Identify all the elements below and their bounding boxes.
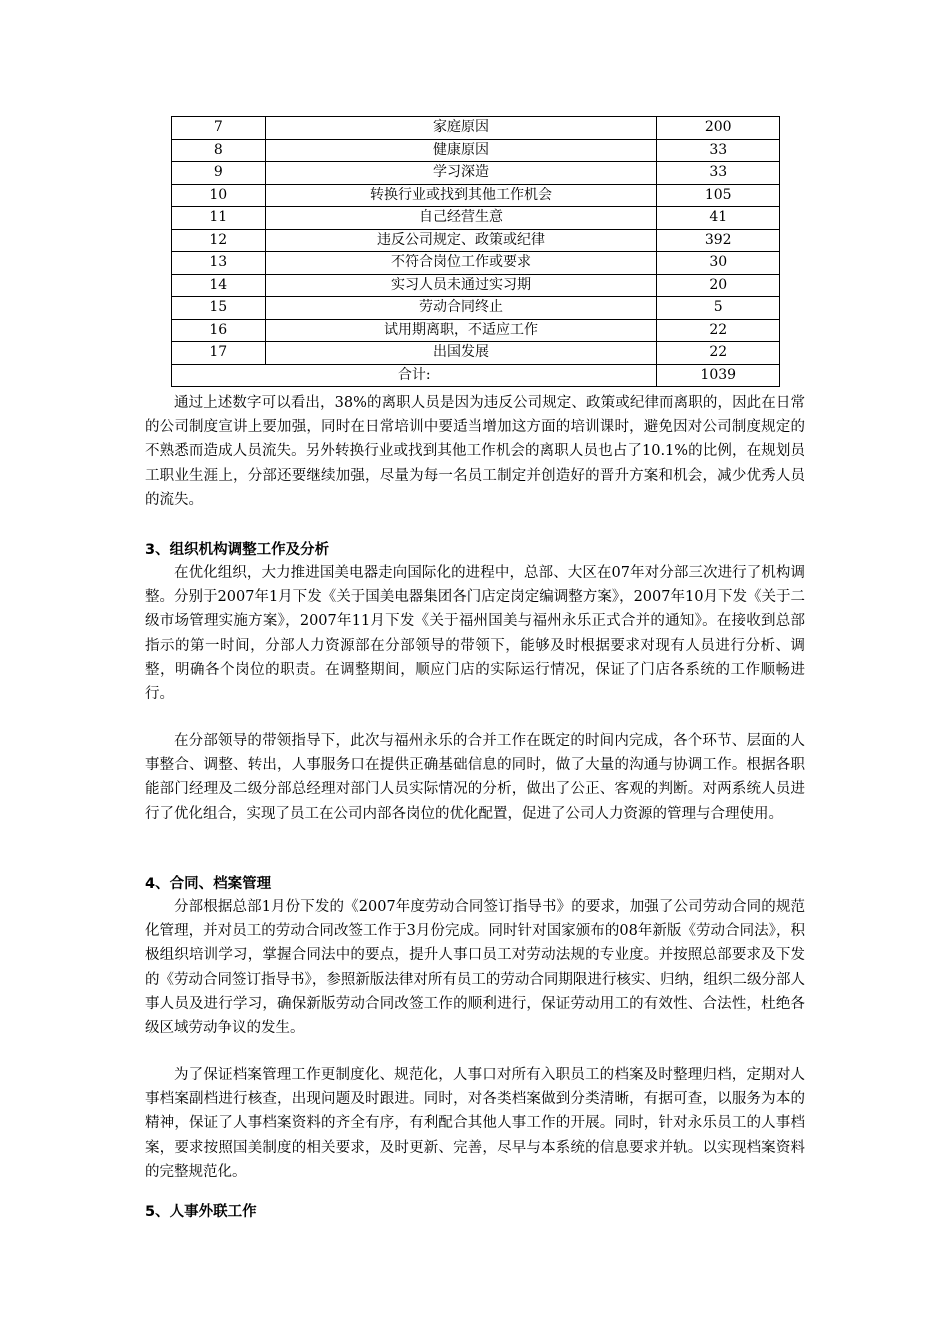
count-cell: 41: [657, 207, 780, 230]
table-row: [172, 139, 780, 162]
total-value-cell: 1039: [657, 364, 780, 387]
section-3-paragraph-1: 在优化组织，大力推进国美电器走向国际化的进程中，总部、大区在07年对分部三次进行了机构调整。分别于2007年1月下发《关于国美电器集团各门店定岗定编调整方案》，2007年10月下发《关于二级市场管理实施方案》，2007年11月下发《关于福州国美与福州永乐正式合并的通知》。在接收到总部指示的第一时间，分部人力资源部在分部领导的带领下，能够及时根据要求对现有人员进行分析、调整，明确各个岗位的职责。在调整期间，顺应门店的实际运行情况，保证了门店各系统的工作顺畅进行。: [145, 565, 805, 703]
section-4-heading: 4、合同、档案管理: [145, 876, 272, 892]
count-cell: 22: [657, 319, 780, 342]
reason-cell: 出国发展: [265, 342, 657, 365]
count-cell: 33: [657, 162, 780, 185]
table-row: [172, 117, 780, 140]
reason-cell: 劳动合同终止: [265, 297, 657, 320]
reason-cell: 违反公司规定、政策或纪律: [265, 229, 657, 252]
section-3-paragraph-2: 在分部领导的带领指导下，此次与福州永乐的合并工作在既定的时间内完成，各个环节、层面的人事整合、调整、转出，人事服务口在提供正确基础信息的同时，做了大量的沟通与协调工作。根据各职能部门经理及二级分部总经理对部门人员实际情况的分析，做出了公正、客观的判断。对两系统人员进行了优化组合，实现了员工在公司内部各岗位的优化配置，促进了公司人力资源的管理与合理使用。: [145, 733, 805, 822]
table-row: [172, 207, 780, 230]
row-number-cell: 7: [172, 117, 266, 140]
resignation-reasons-table: [171, 116, 780, 387]
count-cell: 20: [657, 274, 780, 297]
section-5-heading: 5、人事外联工作: [145, 1204, 257, 1220]
row-number-cell: 17: [172, 342, 266, 365]
row-number-cell: 8: [172, 139, 266, 162]
row-number-cell: 10: [172, 184, 266, 207]
count-cell: 200: [657, 117, 780, 140]
table-total-row: [172, 364, 780, 387]
row-number-cell: 16: [172, 319, 266, 342]
count-cell: 5: [657, 297, 780, 320]
section-4-paragraph-1: 分部根据总部1月份下发的《2007年度劳动合同签订指导书》的要求，加强了公司劳动合同的规范化管理，并对员工的劳动合同改签工作于3月份完成。同时针对国家颁布的08年新版《劳动合同法》，积极组织培训学习，掌握合同法中的要点，提升人事口员工对劳动法规的专业度。并按照总部要求及下发的《劳动合同签订指导书》，参照新版法律对所有员工的劳动合同期限进行核实、归纳，组织二级分部人事人员及进行学习，确保新版劳动合同改签工作的顺利进行，保证劳动用工的有效性、合法性，杜绝各级区域劳动争议的发生。: [145, 899, 805, 1037]
table-row: [172, 297, 780, 320]
table-row: [172, 184, 780, 207]
count-cell: 22: [657, 342, 780, 365]
row-number-cell: 14: [172, 274, 266, 297]
table-row: [172, 319, 780, 342]
count-cell: 30: [657, 252, 780, 275]
row-number-cell: 11: [172, 207, 266, 230]
reason-cell: 自己经营生意: [265, 207, 657, 230]
count-cell: 105: [657, 184, 780, 207]
table-row: [172, 162, 780, 185]
reason-cell: 不符合岗位工作或要求: [265, 252, 657, 275]
reason-cell: 试用期离职，不适应工作: [265, 319, 657, 342]
count-cell: 33: [657, 139, 780, 162]
analysis-paragraph: 通过上述数字可以看出，38%的离职人员是因为违反公司规定、政策或纪律而离职的，因此在日常的公司制度宣讲上要加强，同时在日常培训中要适当增加这方面的培训课时，避免因对公司制度规定的不熟悉而造成人员流失。另外转换行业或找到其他工作机会的离职人员也占了10.1%的比例，在规划员工职业生涯上，分部还要继续加强，尽量为每一名员工制定并创造好的晋升方案和机会，减少优秀人员的流失。: [145, 395, 805, 508]
row-number-cell: 12: [172, 229, 266, 252]
reason-cell: 学习深造: [265, 162, 657, 185]
section-3-heading: 3、组织机构调整工作及分析: [145, 542, 330, 558]
reason-cell: 健康原因: [265, 139, 657, 162]
section-4-paragraph-2: 为了保证档案管理工作更制度化、规范化，人事口对所有入职员工的档案及时整理归档，定期对人事档案副档进行核查，出现问题及时跟进。同时，对各类档案做到分类清晰，有据可查，以服务为本的精神，保证了人事档案资料的齐全有序，有利配合其他人事工作的开展。同时，针对永乐员工的人事档案，要求按照国美制度的相关要求，及时更新、完善，尽早与本系统的信息要求并轨。以实现档案资料的完整规范化。: [145, 1067, 805, 1180]
reason-cell: 实习人员未通过实习期: [265, 274, 657, 297]
row-number-cell: 9: [172, 162, 266, 185]
table-row: [172, 229, 780, 252]
table-row: [172, 342, 780, 365]
row-number-cell: 13: [172, 252, 266, 275]
table-row: [172, 252, 780, 275]
total-label-cell: 合计:: [172, 364, 657, 387]
row-number-cell: 15: [172, 297, 266, 320]
reason-cell: 转换行业或找到其他工作机会: [265, 184, 657, 207]
count-cell: 392: [657, 229, 780, 252]
table-row: [172, 274, 780, 297]
reason-cell: 家庭原因: [265, 117, 657, 140]
